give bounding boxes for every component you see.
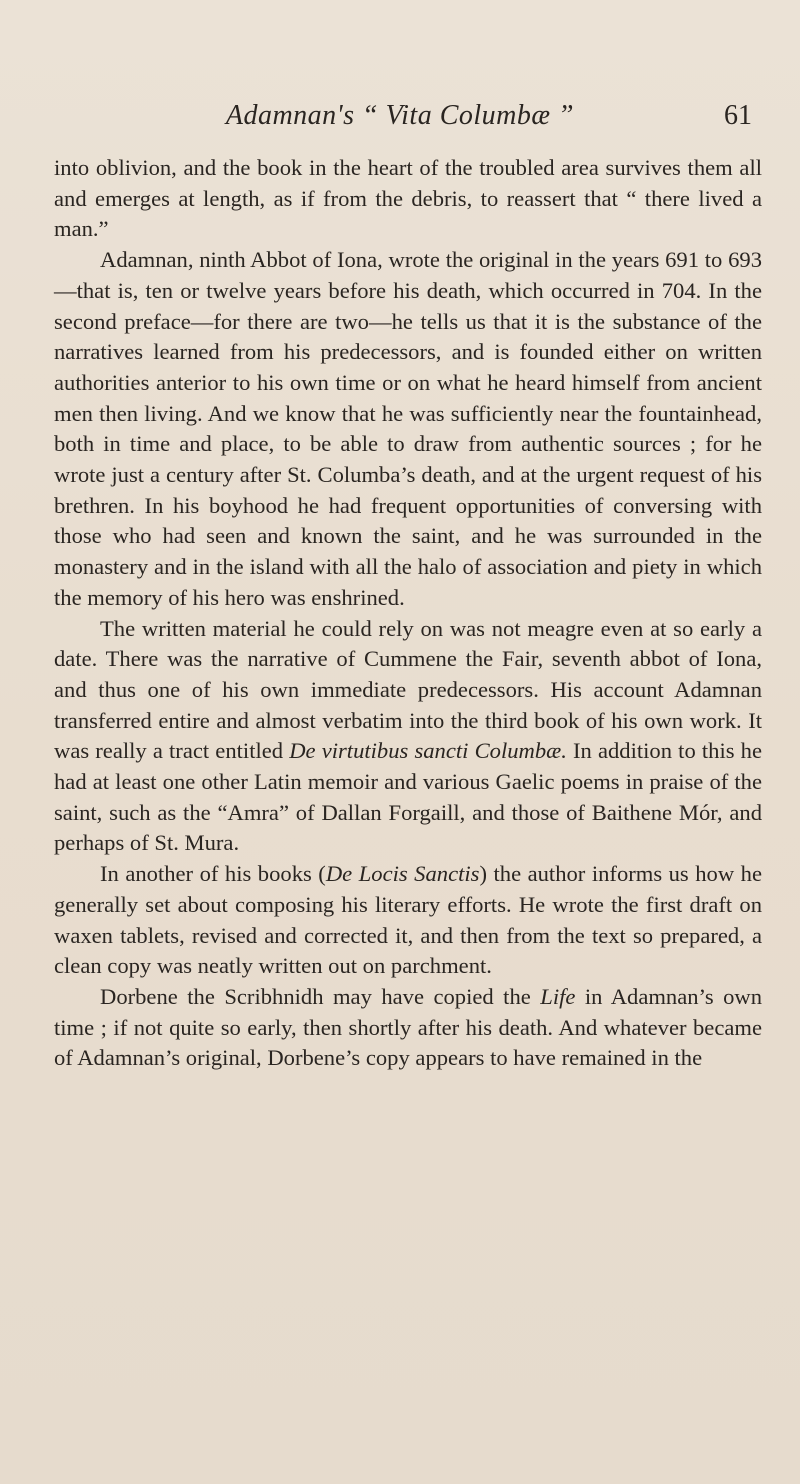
latin-title-de-locis-sanctis: De Locis Sanctis xyxy=(325,861,480,887)
body-text xyxy=(54,153,762,1074)
page-number: 61 xyxy=(724,100,752,131)
paragraph-4-text-b: ) the author informs us how he generally set about composing his literary efforts. He wrote the first draft on waxen tablets, revised and corrected it, and then from the text so prepared, a clean copy was neatly written out on parchment. xyxy=(54,861,762,979)
latin-title-de-virtutibus: De virtutibus sancti Columbæ. xyxy=(289,738,567,764)
italic-life: Life xyxy=(540,983,576,1009)
paragraph-3 xyxy=(54,614,762,860)
paragraph-2-text: Adamnan, ninth Abbot of Iona, wrote the original in the years 691 to 693—that is, ten or twelve years before his death, which occurred in 704. In the second preface—for there are two—he tells us that it is the substance of the narratives learned from his predecessors, and is founded either on written authorities anterior to his own time or on what he heard himself from ancient men then living. And we know that he was sufficiently near the fountainhead, both in time and place, to be able to draw from authentic sources ; for he wrote just a century after St. Columba’s death, and at the urgent request of his brethren. In his boyhood he had frequent opportunities of conversing with those who had seen and known the saint, and he was surrounded in the monastery and in the island with all the halo of association and piety in which the memory of his hero was enshrined. xyxy=(54,247,762,610)
paragraph-5-text-a: Dorbene the Scribhnidh may have copied the xyxy=(100,983,541,1009)
running-title: Adamnan's “ Vita Columbæ ” xyxy=(225,100,575,131)
running-head xyxy=(0,100,800,140)
paragraph-3-text-b: In addition to this he had at least one other Latin memoir and various Gaelic poems in praise of the saint, such as the “Amra” of Dallan Forgaill, and those of Baithene Mór, and perhaps of St. Mura. xyxy=(54,738,762,856)
paragraph-3-text-a: The written material he could rely on was not meagre even at so early a date. There was the narrative of Cummene the Fair, seventh abbot of Iona, and thus one of his own immediate predecessors. His account Adamnan transferred entire and almost verbatim into the third book of his own work. It was really a tract entitled xyxy=(54,615,762,764)
paragraph-1 xyxy=(54,153,762,245)
paragraph-4 xyxy=(54,859,762,982)
paragraph-4-text-a: In another of his books ( xyxy=(100,861,326,887)
paragraph-2 xyxy=(54,245,762,613)
paragraph-1-text: into oblivion, and the book in the heart of the troubled area survives them all and emerges at length, as if from the debris, to reassert that “ there lived a man.” xyxy=(54,155,762,242)
paragraph-5 xyxy=(54,982,762,1074)
paragraph-5-text-b: in Adamnan’s own time ; if not quite so early, then shortly after his death. And whatever became of Adamnan’s original, Dorbene’s copy appears to have remained in the xyxy=(54,983,762,1071)
